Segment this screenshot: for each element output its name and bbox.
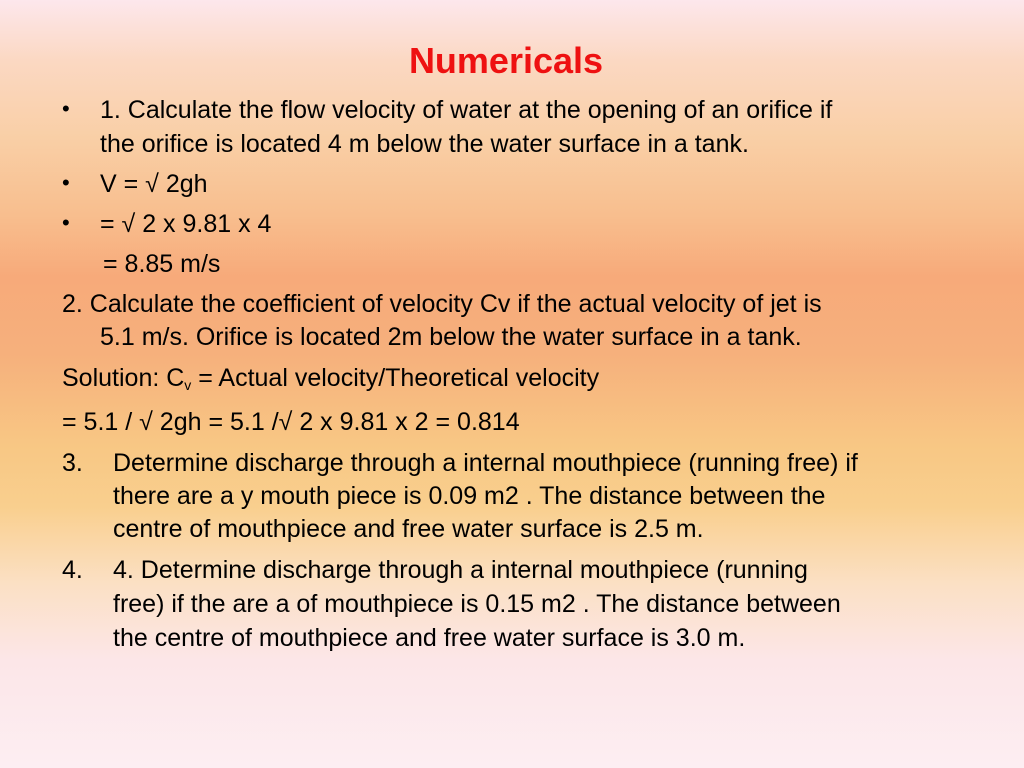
q2-line-1: 2. Calculate the coefficient of velocity Cv if the actual velocity of jet is: [62, 290, 822, 318]
q3-number: 3.: [62, 449, 83, 477]
eq1-text: V = √ 2gh: [100, 170, 208, 198]
eq2-text: = √ 2 x 9.81 x 4: [100, 210, 272, 238]
q3-line-1: Determine discharge through a internal mouthpiece (running free) if: [113, 449, 858, 477]
bullet-eq1: •: [62, 170, 70, 195]
q4-line-3: the centre of mouthpiece and free water surface is 3.0 m.: [113, 624, 746, 652]
eq3-text: = 8.85 m/s: [103, 250, 221, 278]
slide-title: Numericals: [408, 40, 604, 81]
bullet-q1: •: [62, 96, 70, 121]
q4-line-1: 4. Determine discharge through a internal mouthpiece (running: [113, 556, 808, 584]
solution-suffix: = Actual velocity/Theoretical velocity: [191, 364, 600, 392]
q3-line-2: there are a y mouth piece is 0.09 m2 . The distance between the: [113, 482, 826, 510]
q4-line-2: free) if the are a of mouthpiece is 0.15 m2 . The distance between: [113, 590, 841, 618]
q4-number: 4.: [62, 556, 83, 584]
q1-line-2: the orifice is located 4 m below the water surface in a tank.: [100, 130, 749, 158]
solution-subscript: v: [184, 377, 192, 393]
q2-line-2: 5.1 m/s. Orifice is located 2m below the water surface in a tank.: [100, 323, 802, 351]
q3-line-3: centre of mouthpiece and free water surface is 2.5 m.: [113, 515, 704, 543]
bullet-eq2: •: [62, 210, 70, 235]
solution-prefix: Solution: C: [62, 364, 185, 392]
solution-line: [62, 361, 599, 395]
solution-calculation: = 5.1 / √ 2gh = 5.1 /√ 2 x 9.81 x 2 = 0.814: [62, 408, 520, 436]
q1-line-1: 1. Calculate the flow velocity of water at the opening of an orifice if: [100, 96, 833, 124]
